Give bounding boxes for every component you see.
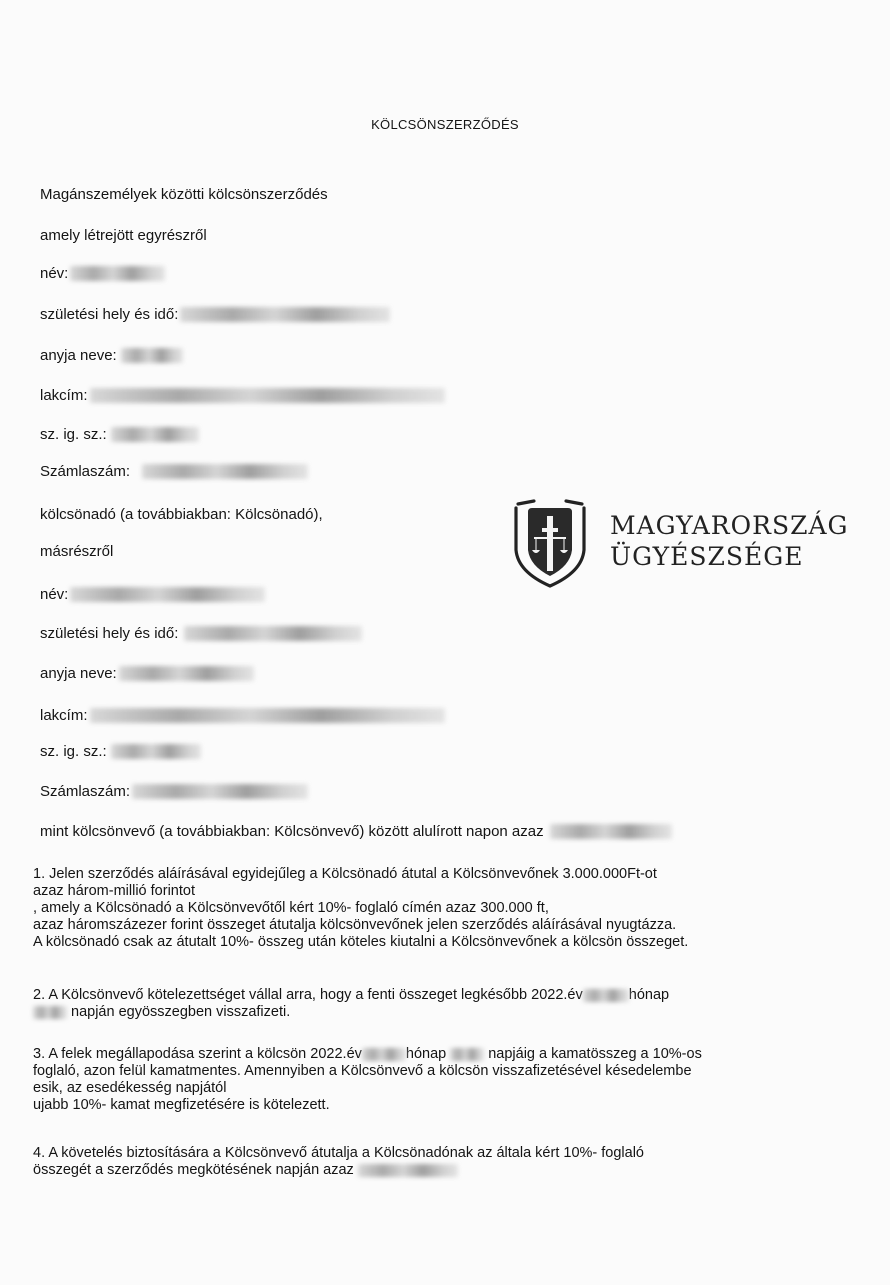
redacted-day [33, 1006, 67, 1019]
party2-id-label: sz. ig. sz.: [40, 742, 107, 760]
party2-role-row [40, 822, 672, 840]
document-title: KÖLCSÖNSZERZŐDÉS [371, 117, 519, 132]
clause-3 [33, 1046, 863, 1114]
clause-1-line: azaz három-millió forintot [33, 883, 195, 899]
party1-address-row [40, 386, 445, 404]
clause-2-text: 2. A Kölcsönvevő kötelezettséget vállal arra, hogy a fenti összeget legkésőbb 2022.év [33, 987, 583, 1003]
party1-account-label: Számlaszám: [40, 462, 131, 480]
party2-id-row [40, 742, 201, 760]
clause-1-line: 1. Jelen szerződés aláírásával egyidejűleg a Kölcsönadó átutal a Kölcsönvevőnek 3.000.000Ft-ot [33, 866, 657, 882]
clause-1-line: A kölcsönadó csak az átutalt 10%- összeg után köteles kiutalni a Kölcsönvevőnek a kölcsön összeget. [33, 934, 689, 950]
redacted-mother [121, 348, 183, 363]
svg-text:§: § [547, 514, 553, 527]
party1-birth-label: születési hely és idő: [40, 305, 179, 323]
party2-birth-row [40, 624, 362, 642]
clause-3-line: esik, az esedékesség napjától [33, 1080, 227, 1096]
redacted-address [90, 388, 445, 403]
redacted-account [132, 784, 308, 799]
redacted-name [70, 587, 265, 602]
clause-1-line: , amely a Kölcsönadó a Kölcsönvevőtől kért 10%- foglaló címén azaz 300.000 ft, [33, 900, 549, 916]
redacted-name [70, 266, 165, 281]
logo-line-1: MAGYARORSZÁG [610, 511, 849, 540]
party1-name-label: név: [40, 264, 69, 282]
clause-3-text: hónap [405, 1046, 447, 1062]
intro-heading: Magánszemélyek közötti kölcsönszerződés [40, 186, 328, 203]
party2-address-row [40, 706, 445, 724]
clause-4-line: összegét a szerződés megkötésének napján azaz [33, 1162, 354, 1178]
clause-2-text: napján egyösszegben visszafizeti. [71, 1004, 291, 1020]
redacted-address [90, 708, 445, 723]
redacted-date [358, 1164, 458, 1177]
logo-line-2: ÜGYÉSZSÉGE [610, 542, 804, 571]
clause-3-text: napjáig a kamatösszeg a 10%-os [488, 1046, 702, 1062]
shield-emblem-icon [510, 498, 590, 590]
party2-mother-label: anyja neve: [40, 664, 117, 682]
clause-2-text: hónap [628, 987, 670, 1003]
party1-account-row [40, 462, 308, 480]
redacted-birth [184, 626, 362, 641]
party2-role: mint kölcsönvevő (a továbbiakban: Kölcsönvevő) között alulírott napon azaz [40, 822, 544, 840]
redacted-month [362, 1048, 406, 1061]
clause-1 [33, 866, 863, 951]
party2-mother-row [40, 664, 254, 682]
redacted-account [142, 464, 308, 479]
party2-name-label: név: [40, 585, 69, 603]
redacted-mother [119, 666, 254, 681]
party1-id-label: sz. ig. sz.: [40, 425, 107, 443]
redacted-id [111, 427, 199, 442]
clause-3-line: foglaló, azon felül kamatmentes. Amennyiben a Kölcsönvevő a kölcsön visszafizetésével késedelembe [33, 1063, 692, 1079]
party2-birth-label: születési hely és idő: [40, 624, 179, 642]
clause-4-line: 4. A követelés biztosítására a Kölcsönvevő átutalja a Kölcsönadónak az általa kért 10%- foglaló [33, 1145, 644, 1161]
clause-2 [33, 987, 863, 1021]
party1-address-label: lakcím: [40, 386, 88, 404]
clause-4 [33, 1145, 863, 1179]
redacted-date [550, 824, 672, 839]
party1-role: kölcsönadó (a továbbiakban: Kölcsönadó), [40, 506, 323, 523]
prosecution-logo [510, 498, 880, 590]
intro-line: amely létrejött egyrészről [40, 227, 207, 244]
redacted-id [111, 744, 201, 759]
redacted-day [450, 1048, 484, 1061]
party1-birth-row [40, 305, 390, 323]
party1-mother-label: anyja neve: [40, 346, 117, 364]
logo-text [610, 510, 848, 572]
party2-name-row [40, 585, 265, 603]
party2-account-row [40, 782, 308, 800]
clause-3-line: ujabb 10%- kamat megfizetésére is kötelezett. [33, 1097, 330, 1113]
party2-account-label: Számlaszám: [40, 782, 131, 800]
clause-3-text: 3. A felek megállapodása szerint a kölcsön 2022.év [33, 1046, 362, 1062]
party2-address-label: lakcím: [40, 706, 88, 724]
redacted-birth [180, 307, 390, 322]
party1-mother-row [40, 346, 183, 364]
clause-1-line: azaz háromszázezer forint összeget átutalja kölcsönvevőnek jelen szerződés aláírásával nyugtázza. [33, 917, 677, 933]
party1-name-row [40, 264, 165, 282]
other-side: másrészről [40, 543, 114, 560]
party1-id-row [40, 425, 199, 443]
redacted-month [583, 989, 629, 1002]
